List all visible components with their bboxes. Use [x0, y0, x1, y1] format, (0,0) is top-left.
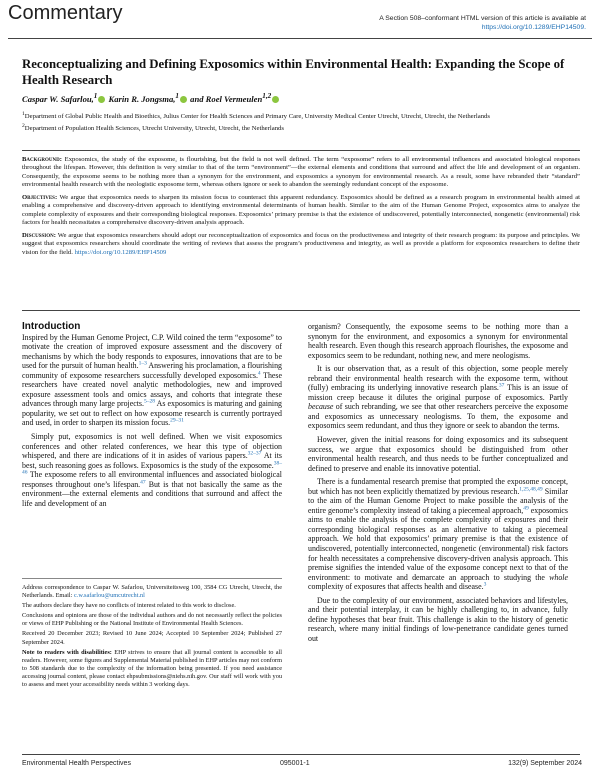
accessibility-text: EHP strives to ensure that all journal content is accessible to all readers. However, some figures and Supplemental Material published in EHP articles may not conform to 508 standards due to the complexity of the information being presented. If you need assistance accessing journal content, please contact ehpsubmissions@niehs.nih.gov. Our staff will work with you to assess and meet your accessibility needs within 3 working days. [22, 648, 283, 689]
affiliation-text: Department of Global Public Health and Bioethics, Julius Center for Health Sciences and Primary Care, University Medical Center Utrecht, Utrecht, Utrecht, the Netherlands [24, 113, 490, 121]
abstract-doi-link[interactable]: https://doi.org/10.1289/EHP14509 [74, 248, 167, 256]
author-name: and Roel Vermeulen [190, 93, 263, 104]
paragraph-text: However, given the initial reasons for doing exposomics and its subsequent success, we argue that exposomics should be distinguished from other environmental health research, and thus needs to be further conceptualized and defined to preserve and enable its innovative potential. [308, 435, 568, 473]
citation[interactable]: 29–31 [170, 417, 184, 424]
paragraph [22, 333, 282, 428]
citation[interactable]: 5–28 [143, 398, 155, 405]
abstract-label: Discussion: [22, 232, 56, 239]
abstract-label: Objectives: [22, 194, 58, 201]
citation[interactable]: 38–46 [22, 460, 282, 476]
author-affiliation-sup: 1 [93, 92, 98, 100]
author-name: Caspar W. Safarlou, [22, 93, 94, 104]
orcid-icon[interactable] [272, 96, 279, 103]
affiliation-text: Department of Population Health Sciences, Utrecht University, Utrecht, Utrecht, the Netherlands [24, 124, 284, 132]
issue-info: 132(9) September 2024 [508, 760, 582, 767]
paragraph [308, 364, 568, 431]
abstract-text: We argue that exposomics researchers should adopt our reconceptualization of exposomics and focus on the productiveness and integrity of their research program: its purpose and principles. We suggest that exposomics researchers should coordinate the writing of reviews that assess the program’s productiveness and integrity, as well as provide a platform for exposomics researchers to define their vision for the field. [22, 232, 580, 256]
section-label: Commentary [8, 2, 123, 24]
footer-rule [22, 754, 580, 755]
paragraph-text: Answering his proclamation, a flourishing community of exposome researchers successfully developed exposomics. [22, 361, 282, 380]
affiliation-sup: 2 [22, 122, 25, 129]
paragraph [308, 322, 568, 360]
body-left-column [22, 322, 282, 512]
header-rule [8, 38, 592, 39]
accessibility-note [22, 649, 282, 689]
abstract [22, 156, 580, 262]
email-link[interactable]: c.w.safarlou@umcutrecht.nl [73, 592, 145, 600]
paragraph-text: organism? Consequently, the exposome seems to be nothing more than a synonym for the environment, and exposomics a synonym for environmental health research. Even though this research approach flourishes, the exposome and exposomics seem to be redundant, nothing new, and mere neologisms. [308, 322, 568, 360]
abstract-bottom-rule [22, 310, 580, 311]
citation[interactable]: 47 [140, 479, 146, 486]
citation[interactable]: 3 [483, 581, 487, 588]
paragraph-text: This is an issue of mission creep because it dilutes the original purpose of exposomics. Partly [308, 383, 568, 402]
citation[interactable]: 32–37 [247, 450, 262, 457]
citation[interactable]: 4 [257, 370, 261, 377]
abstract-objectives [22, 194, 580, 227]
affiliations [22, 110, 582, 133]
paragraph [308, 477, 568, 592]
footnote-rule [22, 578, 282, 579]
affiliation [22, 122, 582, 134]
accessibility-label: Note to readers with disabilities: [22, 648, 112, 656]
emphasis: whole [549, 572, 568, 582]
abstract-text: We argue that exposomics needs to sharpen its mission focus to counteract this apparent redundancy. Exposomics should be defined as a research program in environmental health aimed at enabling a comprehensive and discovery-driven approach to identifying environmental determinants of human health. Similar to the aim of the Human Genome Project, exposomics aims to analyze the complete complexity of exposures and their corresponding biological responses. Exposomics’ primary premise is that the existence of undiscovered, potentially interconnected, nongenetic (environmental) risk factors for health necessitates a comprehensive discovery-driven analysis approach. [22, 194, 580, 226]
paragraph-text: of such rebranding, we see that other researchers perceive the exposome and exposomics as unnecessary neologisms. To them, the exposome and exposomics seem redundant, and thus they ignore or seek to abandon the terms. [308, 402, 568, 431]
paragraph-text: Due to the complexity of our environment, associated behaviors and lifestyles, and their potential interplay, it can be highly challenging to, in advance, fully define hypotheses that bear fruit. This challenge is akin to the history of genetic research, where many initial findings of low-penetrance candidate genes turned out [308, 595, 568, 643]
paragraph-text: As exposomics is maturing and gaining popularity, we set out to reflect on how exposome research is currently portrayed and used, in order to sharpen its mission focus. [22, 399, 282, 428]
paragraph-text: These researchers have created novel analytic methodologies, new and improved exposure assessment tools and omics assays, and cohorts that integrate these advances through many large projects. [22, 370, 282, 409]
paragraph-text: Similar to the aim of the Human Genome Project to make possible the analysis of the entire genome’s complexity instead of taking a piecemeal approach, [308, 486, 568, 515]
paragraph-text: The exposome refers to all environmental influences and associated biological responses throughout one’s lifespan. [22, 470, 282, 489]
correspondence-text: Address correspondence to Caspar W. Safarlou, Universiteitsweg 100, 3584 CG Utrecht, Utrecht, the Netherlands. Email: [22, 584, 282, 600]
author-list [22, 92, 280, 104]
correspondence-note [22, 584, 282, 600]
paragraph-text: At its best, such reasoning goes as follows. Exposomics is the study of the exposome. [22, 451, 282, 470]
author-name: Karin R. Jongsma, [108, 93, 176, 104]
paragraph-text: It is our observation that, as a result of this objection, some people merely rebrand their environmental health research with the exposome term, without (fully) embracing its underlying innovative research plans. [308, 364, 568, 393]
page-id: 095001-1 [280, 760, 310, 767]
paragraph-text: Simply put, exposomics is not well defined. When we visit exposomics conferences and other related conferences, we hear this type of objection whispered, and there are indications of it in asides of various papers. [22, 432, 282, 461]
paragraph [308, 435, 568, 473]
doi-link[interactable]: https://doi.org/10.1289/EHP14509. [481, 24, 586, 31]
emphasis: because [308, 402, 334, 412]
paragraph-text: complexity of exposures that affects health and disease. [308, 582, 484, 592]
paragraph-text: But is that not basically the same as the environment—the external elements and conditions that surround and affect the life and development of an [22, 479, 282, 508]
paragraph-text: Inspired by the Human Genome Project, C.P. Wild coined the term “exposome” to motivate the creation of improved exposure assessment and the discovery of mechanisms by which the body responds to exposures, innovations that are to be used for the pursuit of human health. [22, 332, 282, 371]
paragraph-text: exposomics aims to enable the analysis of the complete complexity of exposures and their corresponding biological responses as an alternative to taking a piecemeal approach. We hold that exposomics’ primary premise is that the existence of undiscovered, potentially interconnected, nongenetic (environmental) risk factors for health necessitates a comprehensive discovery-driven analysis approach. This premise signifies the intended value of the exposome concept next to that of the environment: to motivate and demarcate an approach to studying the [308, 505, 569, 582]
footnotes [22, 584, 282, 691]
html-version-note-text: A Section 508–conformant HTML version of this article is available at [379, 15, 586, 22]
abstract-text: Exposomics, the study of the exposome, is flourishing, but the field is not well defined. The term “exposome” refers to all environmental influences and associated biological responses throughout the lifespan. However, this definition is very similar to that of the term “environment”—the external elements and conditions that surround and affect the life and development of an organism. Consequently, the exposome seems to be nothing more than a synonym for the environment, and exposomics a synonym for environmental research. As a result, some have rebranded their “standard” environmental health research with the neologistic exposome term, whereas others ignore or seek to abandon the seemingly redundant concept of the exposome. [22, 156, 580, 188]
affiliation [22, 110, 582, 122]
abstract-label: Background: [22, 156, 62, 163]
abstract-discussion [22, 232, 580, 257]
abstract-top-rule [22, 150, 580, 151]
disclaimer-note: Conclusions and opinions are those of the individual authors and do not necessarily reflect the policies or views of EHP Publishing or the National Institute of Environmental Health Sciences. [22, 612, 282, 628]
competing-interests-note: The authors declare they have no conflicts of interest related to this work to disclose. [22, 602, 236, 610]
section-heading: Introduction [22, 321, 81, 332]
abstract-background [22, 156, 580, 189]
html-version-note [366, 14, 586, 32]
journal-name: Environmental Health Perspectives [22, 760, 131, 767]
orcid-icon[interactable] [98, 96, 105, 103]
orcid-icon[interactable] [180, 96, 187, 103]
citation[interactable]: 1,25,48,49 [519, 486, 543, 493]
affiliation-sup: 1 [22, 111, 25, 117]
citation[interactable]: 37 [498, 382, 505, 389]
article-title: Reconceptualizing and Defining Exposomics within Environmental Health: Expanding the Scope of Health Research [22, 57, 565, 87]
paragraph [22, 432, 282, 508]
body-right-column [308, 322, 568, 648]
author-affiliation-sup: 1 [175, 92, 179, 100]
dates-note: Received 20 December 2023; Revised 10 June 2024; Accepted 10 September 2024; Published 27 September 2024. [22, 630, 282, 646]
paragraph-text: There is a fundamental research premise that prompted the exposome concept, but which has not been explicitly thematized by previous research. [308, 477, 568, 496]
paragraph [308, 596, 568, 644]
author-affiliation-sup: 1,2 [262, 92, 272, 100]
citation[interactable]: 1–3 [138, 360, 147, 367]
citation[interactable]: 49 [523, 505, 529, 512]
